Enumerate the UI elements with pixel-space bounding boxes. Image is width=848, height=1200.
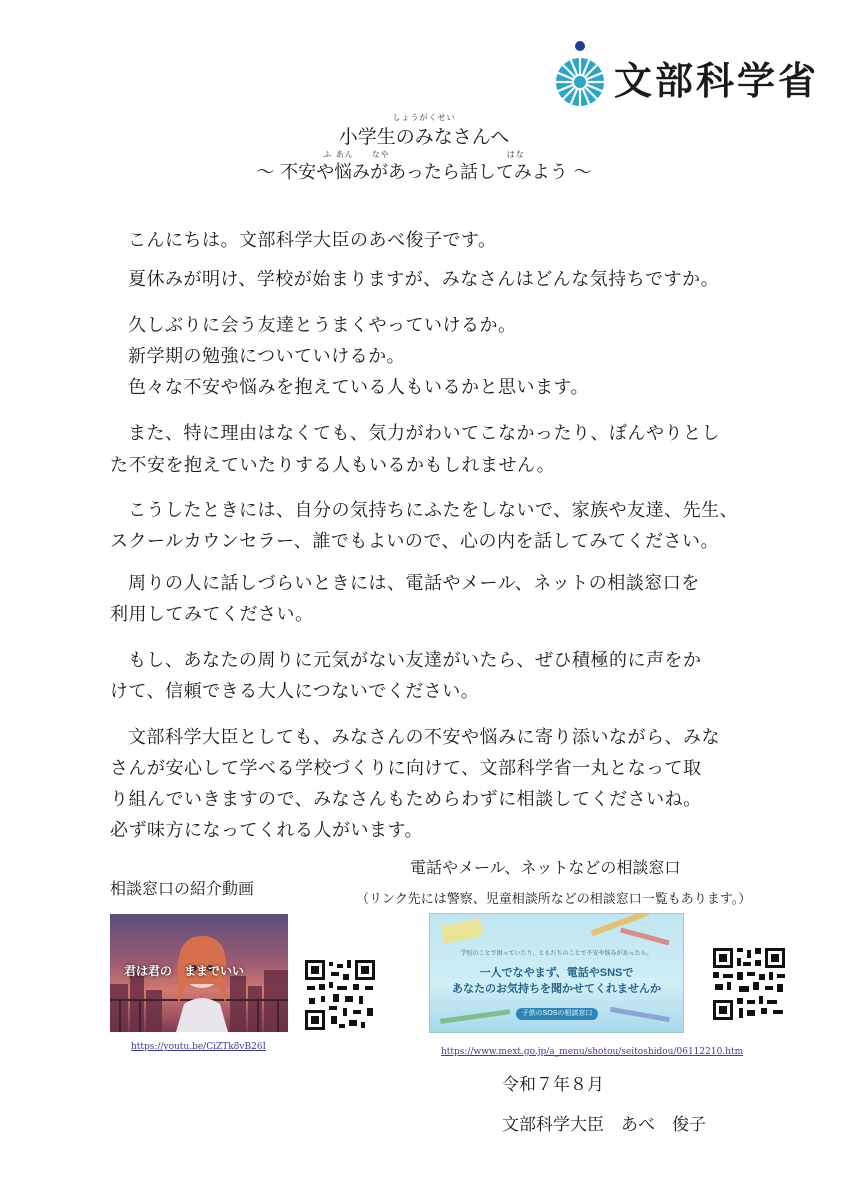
consult-label: 電話やメール、ネットなどの相談窓口 bbox=[410, 858, 681, 877]
body-line: また、特に理由はなくても、気力がわいてこなかったり、ぼんやりとし bbox=[128, 423, 720, 444]
mext-emblem-icon bbox=[552, 38, 608, 108]
body-line: 利用してみてください。 bbox=[110, 604, 314, 625]
video-caption: 君は君の ままでいい bbox=[124, 964, 245, 978]
banner-top-text: 学校のことで困っていたり、ともだちのことで不安や悩みがあったら。 bbox=[460, 951, 653, 957]
subtitle-ruby: ふ あん なや はな bbox=[323, 150, 525, 159]
body-line: こうしたときには、自分の気持ちにふたをしないで、家族や友達、先生、 bbox=[128, 500, 739, 521]
body-line: スクールカウンセラー、誰でもよいので、心の内を話してみてください。 bbox=[110, 531, 720, 552]
body-line: 新学期の勉強についていけるか。 bbox=[128, 346, 406, 367]
body-line: 周りの人に話しづらいときには、電話やメール、ネットの相談窓口を bbox=[128, 573, 700, 594]
body-line: 夏休みが明け、学校が始まりますが、みなさんはどんな気持ちですか。 bbox=[128, 269, 720, 290]
video-url-link[interactable]: https://youtu.be/CiZTk8vB26I bbox=[131, 1042, 267, 1052]
sos-banner[interactable] bbox=[429, 913, 684, 1033]
title-ruby: しょうがくせい bbox=[392, 113, 456, 122]
banner-line-1: 一人でなやまず、電話やSNSで bbox=[479, 967, 634, 979]
consult-note: （リンク先には警察、児童相談所などの相談窓口一覧もあります。） bbox=[356, 892, 752, 907]
page-subtitle: ～ 不安や悩みがあったら話してみよう ～ bbox=[256, 162, 592, 183]
page-title: 小学生のみなさんへ bbox=[338, 126, 510, 148]
body-line: た不安を抱えていたりする人もいるかもしれません。 bbox=[110, 455, 556, 476]
body-line: さんが安心して学べる学校づくりに向けて、文部科学省一丸となって取 bbox=[110, 758, 702, 779]
body-line: もし、あなたの周りに元気がない友達がいたら、ぜひ積極的に声をか bbox=[128, 650, 702, 671]
body-line: 久しぶりに会う友達とうまくやっていけるか。 bbox=[128, 315, 517, 336]
body-line: 色々な不安や悩みを抱えている人もいるかと思います。 bbox=[128, 377, 590, 398]
mext-logo bbox=[552, 38, 820, 108]
consult-qr-code-icon[interactable] bbox=[711, 946, 787, 1022]
body-line: り組んでいきますので、みなさんもためらわずに相談してくださいね。 bbox=[110, 789, 702, 810]
banner-badge: 子供のSOSの相談窓口 bbox=[516, 1008, 598, 1020]
video-qr-code-icon[interactable] bbox=[303, 958, 377, 1032]
body-line: こんにちは。文部科学大臣のあべ俊子です。 bbox=[128, 230, 497, 251]
letter-date: 令和７年８月 bbox=[502, 1075, 604, 1095]
video-label: 相談窓口の紹介動画 bbox=[110, 879, 255, 898]
body-line: 必ず味方になってくれる人がいます。 bbox=[110, 820, 424, 841]
logo-text: 文部科学省 bbox=[614, 59, 820, 103]
consult-url-link[interactable]: https://www.mext.go.jp/a_menu/shotou/seitoshidou/06112210.htm bbox=[441, 1047, 744, 1057]
body-line: けて、信頼できる大人につないでください。 bbox=[110, 681, 480, 702]
banner-line-2: あなたのお気持ちを聞かせてくれませんか bbox=[452, 983, 661, 995]
letter-signer: 文部科学大臣 あべ 俊子 bbox=[502, 1115, 706, 1135]
video-thumbnail[interactable] bbox=[110, 914, 288, 1032]
body-line: 文部科学大臣としても、みなさんの不安や悩みに寄り添いながら、みな bbox=[128, 727, 720, 748]
pencils-icon bbox=[430, 914, 683, 1032]
